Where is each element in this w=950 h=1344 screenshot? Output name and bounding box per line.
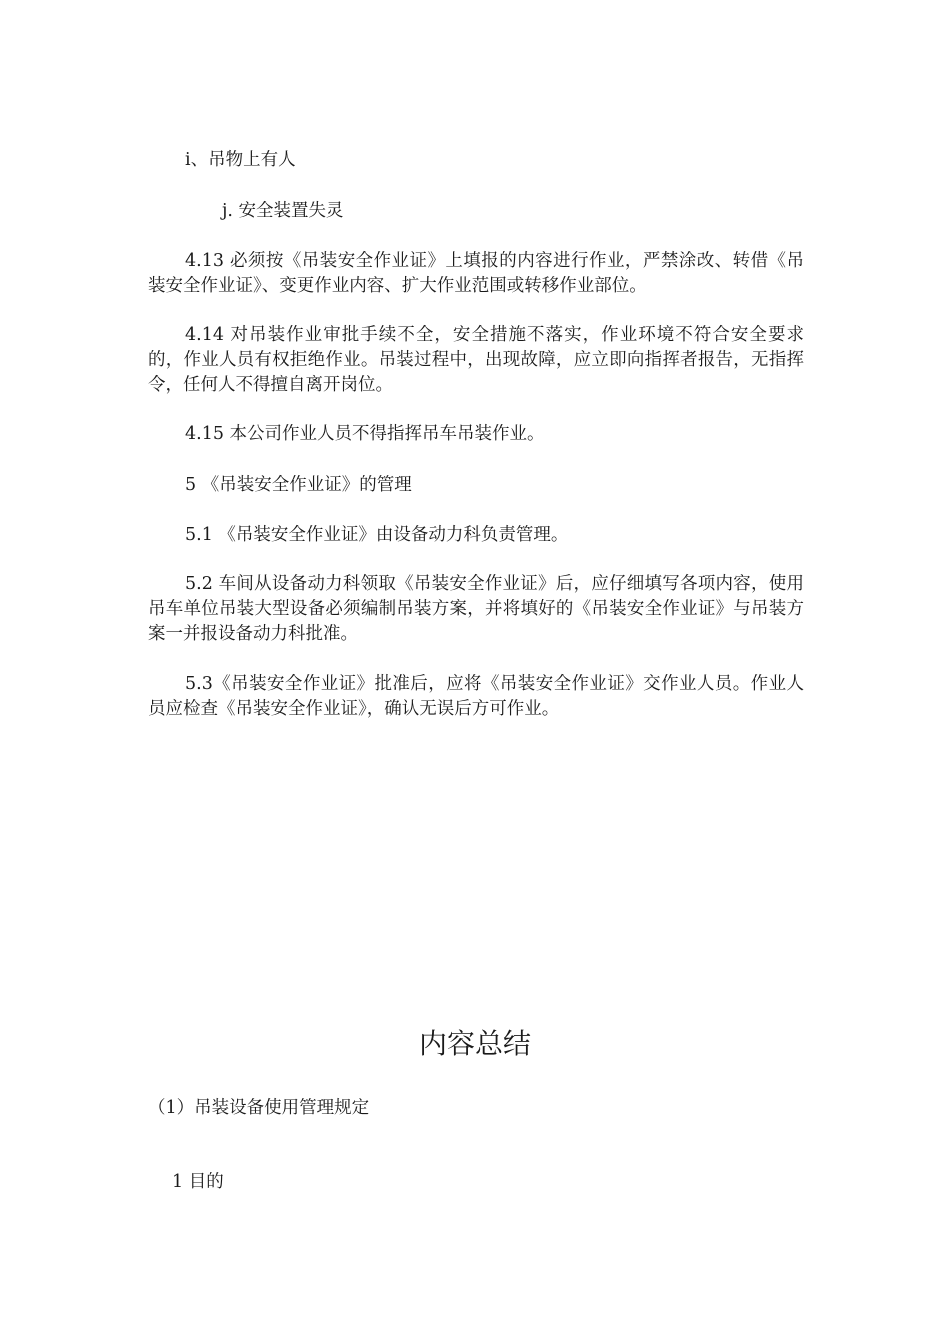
paragraph-4-13: 4.13 必须按《吊装安全作业证》上填报的内容进行作业，严禁涂改、转借《吊装安全作业证》、变更作业内容、扩大作业范围或转移作业部位。	[148, 251, 804, 296]
paragraph-5-1: 5.1 《吊装安全作业证》由设备动力科负责管理。	[185, 525, 569, 545]
paragraph-4-15: 4.15 本公司作业人员不得指挥吊车吊装作业。	[185, 424, 545, 444]
summary-item-1: （1）吊装设备使用管理规定	[148, 1098, 370, 1118]
paragraph-5-3: 5.3《吊装安全作业证》批准后，应将《吊装安全作业证》交作业人员。作业人员应检查《吊装安全作业证》，确认无误后方可作业。	[148, 674, 804, 719]
list-item-i: i、吊物上有人	[185, 150, 296, 170]
summary-title: 内容总结	[418, 1027, 531, 1060]
list-item-j: j. 安全装置失灵	[222, 201, 344, 221]
paragraph-5-2: 5.2 车间从设备动力科领取《吊装安全作业证》后，应仔细填写各项内容，使用吊车单位吊装大型设备必须编制吊装方案，并将填好的《吊装安全作业证》与吊装方案一并报设备动力科批准。	[148, 574, 804, 644]
paragraph-4-14: 4.14 对吊装作业审批手续不全，安全措施不落实，作业环境不符合安全要求的，作业人员有权拒绝作业。吊装过程中，出现故障，应立即向指挥者报告，无指挥令，任何人不得擅自离开岗位。	[148, 325, 804, 395]
section-heading-5: 5 《吊装安全作业证》的管理	[185, 475, 412, 495]
summary-item-2: 1 目的	[172, 1172, 224, 1192]
